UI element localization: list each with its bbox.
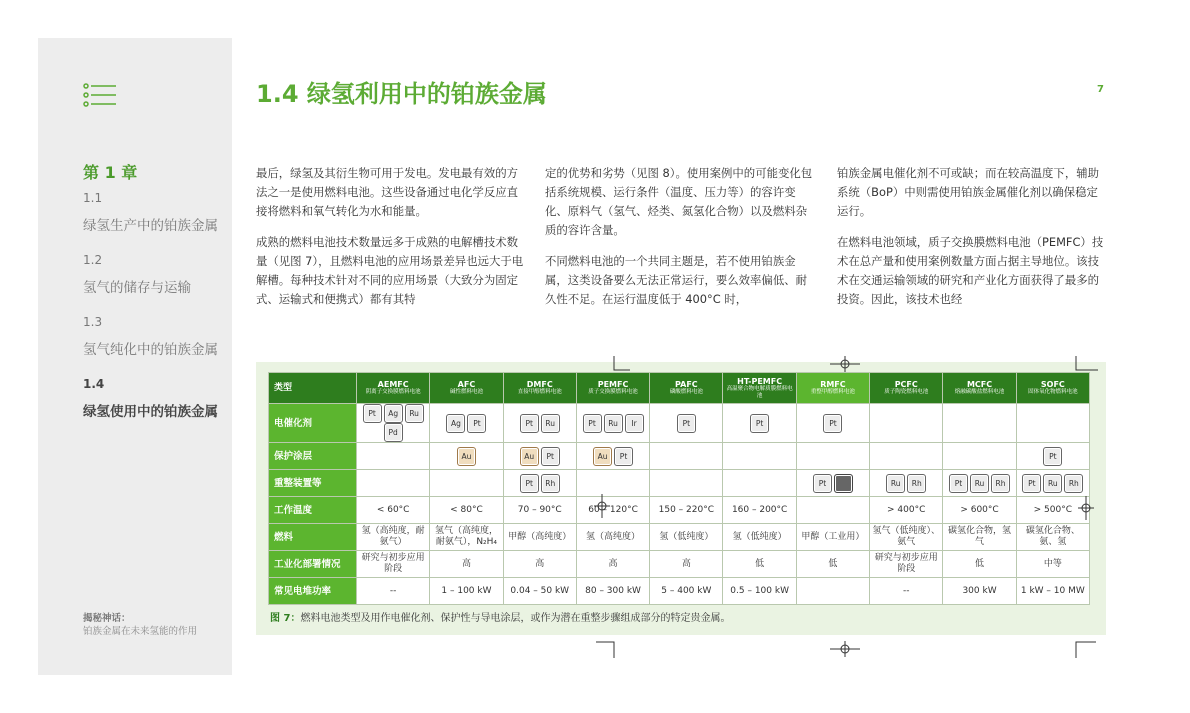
registration-mark-icon: [1078, 496, 1094, 520]
column-name: PEMFC: [597, 380, 629, 389]
element-tile-icon: Rh: [541, 474, 560, 493]
table-cell: 高: [503, 551, 576, 578]
crop-mark-icon: [1074, 356, 1098, 376]
column-name: MCFC: [966, 380, 993, 389]
figure-caption: [270, 609, 730, 624]
column-header-rmfc: [796, 373, 869, 404]
element-tile-icon: Ag: [446, 414, 465, 433]
table-cell: 0.04 – 50 kW: [503, 578, 576, 605]
column-subtitle: 重整甲醇燃料电池: [810, 389, 855, 395]
element-tile-icon: Pt: [750, 414, 769, 433]
table-row: [269, 578, 1090, 605]
element-tile-icon: Pt: [363, 404, 382, 423]
table-cell: > 400°C: [870, 497, 943, 524]
column-header-pcfc: [870, 373, 943, 404]
table-cell: 氢（低纯度）: [723, 524, 796, 551]
element-tile-icon: Ru: [970, 474, 989, 493]
caption-text: 燃料电池类型及用作电催化剂、保护性与导电涂层，或作为潜在重整步骤组成部分的特定贵金属。: [300, 613, 731, 624]
element-tile-icon: Rh: [907, 474, 926, 493]
column-name: PAFC: [675, 380, 698, 389]
table-cell: --: [870, 578, 943, 605]
text-column-3: [837, 164, 1105, 321]
column-header-mcfc: [943, 373, 1016, 404]
table-cell: [576, 404, 649, 443]
row-label: 常见电堆功率: [269, 578, 357, 605]
table-cell: 氢（高纯度，耐氨气）: [357, 524, 430, 551]
paragraph: 最后，绿氢及其衍生物可用于发电。发电最有效的方法之一是使用燃料电池。这些设备通过电化学反应直接将燃料和氧气转化为水和能量。: [256, 166, 518, 218]
table-cell: 甲醇（高纯度）: [503, 524, 576, 551]
row-label: 工作温度: [269, 497, 357, 524]
crop-mark-icon: [596, 636, 620, 658]
row-label: 燃料: [269, 524, 357, 551]
row-label: 保护涂层: [269, 443, 357, 470]
text-column-2: [545, 164, 813, 321]
table-cell: [1016, 443, 1089, 470]
paragraph: 不同燃料电池的一个共同主题是，若不使用铂族金属，这类设备要么无法正常运行，要么效率偏低、耐久性不足。在运行温度低于 400°C 时，: [545, 254, 807, 306]
table-corner-header: 类型: [269, 373, 357, 404]
table-cell: 碳氢化合物、氨、氢: [1016, 524, 1089, 551]
table-cell: 氢（高纯度）: [576, 524, 649, 551]
column-header-dmfc: [503, 373, 576, 404]
table-cell: --: [357, 578, 430, 605]
column-name: RMFC: [820, 380, 846, 389]
column-subtitle: 高温聚合物电解质膜燃料电池: [726, 385, 793, 399]
column-name: AFC: [457, 380, 476, 389]
table-cell: 研究与初步应用阶段: [870, 551, 943, 578]
column-subtitle: 质子陶瓷燃料电池: [884, 389, 929, 395]
caption-label: 图 7：: [270, 613, 301, 624]
nav-item-number-active[interactable]: 1.4: [83, 377, 105, 391]
column-subtitle: 质子交换膜燃料电池: [588, 389, 638, 395]
column-name: SOFC: [1040, 380, 1065, 389]
element-tile-icon: Pt: [520, 414, 539, 433]
menu-list-icon[interactable]: [83, 82, 117, 108]
element-tile-icon: Rh: [991, 474, 1010, 493]
crop-mark-icon: [600, 356, 630, 376]
table-cell: [870, 404, 943, 443]
column-name: AEMFC: [377, 380, 409, 389]
row-label: 电催化剂: [269, 404, 357, 443]
paragraph: 成熟的燃料电池技术数量远多于成熟的电解槽技术数量（见图 7），且燃料电池的应用场景差异也远大于电解槽。每种技术针对不同的应用场景（大致分为固定式、运输式和便携式）都有其特: [256, 235, 524, 306]
column-name: PCFC: [894, 380, 918, 389]
table-cell: [870, 443, 943, 470]
table-cell: 碳氢化合物，氢气: [943, 524, 1016, 551]
table-row: [269, 404, 1090, 443]
table-cell: 150 – 220°C: [650, 497, 723, 524]
table-cell: 低: [796, 551, 869, 578]
table-cell: [796, 578, 869, 605]
table-cell: [943, 404, 1016, 443]
element-tile-icon: Pt: [1022, 474, 1041, 493]
table-row: [269, 551, 1090, 578]
table-cell: 70 – 90°C: [503, 497, 576, 524]
table-cell: 氢气（低纯度）、氨气: [870, 524, 943, 551]
column-subtitle: 熔融碳酸盐燃料电池: [954, 389, 1005, 395]
table-cell: 高: [576, 551, 649, 578]
page-title: 1.4 绿氢利用中的铂族金属: [256, 80, 547, 108]
element-tile-icon: Pt: [520, 474, 539, 493]
table-cell: 160 – 200°C: [723, 497, 796, 524]
publication-footer: [83, 612, 197, 638]
table-cell: 1 kW – 10 MW: [1016, 578, 1089, 605]
table-cell: 80 – 300 kW: [576, 578, 649, 605]
table-row: [269, 470, 1090, 497]
paragraph: 铂族金属电催化剂不可或缺；而在较高温度下，辅助系统（BoP）中则需使用铂族金属催化剂以确保稳定运行。: [837, 166, 1099, 218]
chapter-nav: [83, 160, 223, 439]
table-cell: [430, 404, 503, 443]
table-cell: [796, 470, 869, 497]
column-header-sofc: [1016, 373, 1089, 404]
element-tile-icon: Pt: [583, 414, 602, 433]
column-subtitle: 直接甲醇燃料电池: [517, 389, 562, 395]
table-cell: 低: [723, 551, 796, 578]
element-tile-icon: Ru: [1043, 474, 1062, 493]
table-cell: > 500°C: [1016, 497, 1089, 524]
column-subtitle: 碱性燃料电池: [449, 389, 483, 395]
element-tile-icon: Au: [457, 447, 476, 466]
element-tile-icon: Ru: [886, 474, 905, 493]
element-tile-icon: Ru: [541, 414, 560, 433]
table-cell: [723, 443, 796, 470]
element-tile-icon: Au: [593, 447, 612, 466]
table-cell: 60 – 120°C: [576, 497, 649, 524]
table-cell: 0.5 – 100 kW: [723, 578, 796, 605]
crop-mark-icon: [1072, 636, 1096, 658]
row-label: 工业化部署情况: [269, 551, 357, 578]
table-cell: 300 kW: [943, 578, 1016, 605]
table-cell: 氢气（高纯度，耐氨气），N₂H₄: [430, 524, 503, 551]
table-cell: [650, 443, 723, 470]
element-tile-icon: Pt: [1043, 447, 1062, 466]
element-tile-icon: Pt: [541, 447, 560, 466]
column-name: DMFC: [526, 380, 553, 389]
nav-item-title[interactable]: 氢气的储存与运输: [83, 280, 191, 296]
table-row: [269, 443, 1090, 470]
column-subtitle: 阴离子交换膜燃料电池: [365, 389, 421, 395]
footer-title: 揭秘神话：: [83, 613, 131, 624]
table-cell: [503, 443, 576, 470]
column-header-afc: [430, 373, 503, 404]
element-tile-icon: Ir: [625, 414, 644, 433]
column-header-pemfc: [576, 373, 649, 404]
table-cell: 高: [430, 551, 503, 578]
table-cell: [357, 470, 430, 497]
table-cell: [357, 443, 430, 470]
element-tile-icon: Ru: [405, 404, 424, 423]
table-cell: [430, 470, 503, 497]
table-row: [269, 524, 1090, 551]
nav-item-title[interactable]: 氢气纯化中的铂族金属: [83, 342, 218, 358]
table-cell: [650, 470, 723, 497]
element-tile-icon: Ru: [604, 414, 623, 433]
element-tile-icon: Au: [520, 447, 539, 466]
table-cell: < 60°C: [357, 497, 430, 524]
column-header-ht-pemfc: [723, 373, 796, 404]
nav-item-number[interactable]: 1.1: [83, 191, 103, 205]
chapter-heading[interactable]: 第 1 章: [83, 163, 138, 182]
element-tile-icon: Pt: [813, 474, 832, 493]
page-number: 7: [1097, 84, 1104, 95]
table-cell: [870, 470, 943, 497]
text-column-1: [256, 164, 524, 321]
table-cell: [1016, 404, 1089, 443]
figure-7: [256, 362, 1106, 635]
nav-item-number[interactable]: 1.2: [83, 253, 103, 267]
element-tile-icon: Pt: [614, 447, 633, 466]
table-cell: [503, 404, 576, 443]
table-cell: [723, 404, 796, 443]
table-cell: 甲醇（工业用）: [796, 524, 869, 551]
table-cell: [796, 404, 869, 443]
column-header-pafc: [650, 373, 723, 404]
table-cell: [943, 470, 1016, 497]
nav-item-number[interactable]: 1.3: [83, 315, 103, 329]
registration-mark-icon: [594, 494, 610, 518]
table-cell: [357, 404, 430, 443]
table-cell: [796, 497, 869, 524]
table-cell: 5 – 400 kW: [650, 578, 723, 605]
registration-mark-icon: [830, 356, 860, 372]
paragraph: 定的优势和劣势（见图 8）。使用案例中的可能变化包括系统规模、运行条件（温度、压力等）的容许变化、原料气（氢气、烃类、氮氢化合物）以及燃料杂质的容许含量。: [545, 166, 813, 237]
column-subtitle: 磷酸燃料电池: [669, 389, 703, 395]
column-header-aemfc: [357, 373, 430, 404]
element-tile-icon: Ag: [384, 404, 403, 423]
column-subtitle: 固体氧化物燃料电池: [1028, 389, 1078, 395]
table-cell: [650, 404, 723, 443]
table-cell: [796, 443, 869, 470]
element-tile-icon: [834, 474, 853, 493]
footer-text: 铂族金属在未来氢能的作用: [83, 626, 198, 637]
fuel-cell-table: [268, 372, 1090, 605]
table-cell: [430, 443, 503, 470]
element-tile-icon: Pt: [467, 414, 486, 433]
table-row: [269, 497, 1090, 524]
registration-mark-icon: [830, 641, 860, 657]
table-cell: > 600°C: [943, 497, 1016, 524]
table-cell: 氢（低纯度）: [650, 524, 723, 551]
table-cell: 低: [943, 551, 1016, 578]
table-cell: < 80°C: [430, 497, 503, 524]
table-cell: [576, 443, 649, 470]
table-cell: [943, 443, 1016, 470]
column-name: HT-PEMFC: [737, 376, 783, 386]
table-cell: 高: [650, 551, 723, 578]
row-label: 重整装置等: [269, 470, 357, 497]
element-tile-icon: Rh: [1064, 474, 1083, 493]
nav-item-title-active[interactable]: 绿氢使用中的铂族金属: [83, 404, 218, 420]
element-tile-icon: Pt: [949, 474, 968, 493]
table-cell: 研究与初步应用阶段: [357, 551, 430, 578]
table-cell: 1 – 100 kW: [430, 578, 503, 605]
table-cell: [1016, 470, 1089, 497]
sidebar: [38, 38, 232, 675]
table-cell: [576, 470, 649, 497]
table-cell: [503, 470, 576, 497]
element-tile-icon: Pt: [677, 414, 696, 433]
table-cell: 中等: [1016, 551, 1089, 578]
element-tile-icon: Pd: [384, 423, 403, 442]
element-tile-icon: Pt: [823, 414, 842, 433]
nav-item-title[interactable]: 绿氢生产中的铂族金属: [83, 218, 218, 234]
paragraph: 在燃料电池领域，质子交换膜燃料电池（PEMFC）技术在总产量和使用案例数量方面占据主导地位。该技术在交通运输领域的研究和产业化方面获得了最多的投资。因此，该技术也经: [837, 235, 1104, 306]
table-cell: [723, 470, 796, 497]
